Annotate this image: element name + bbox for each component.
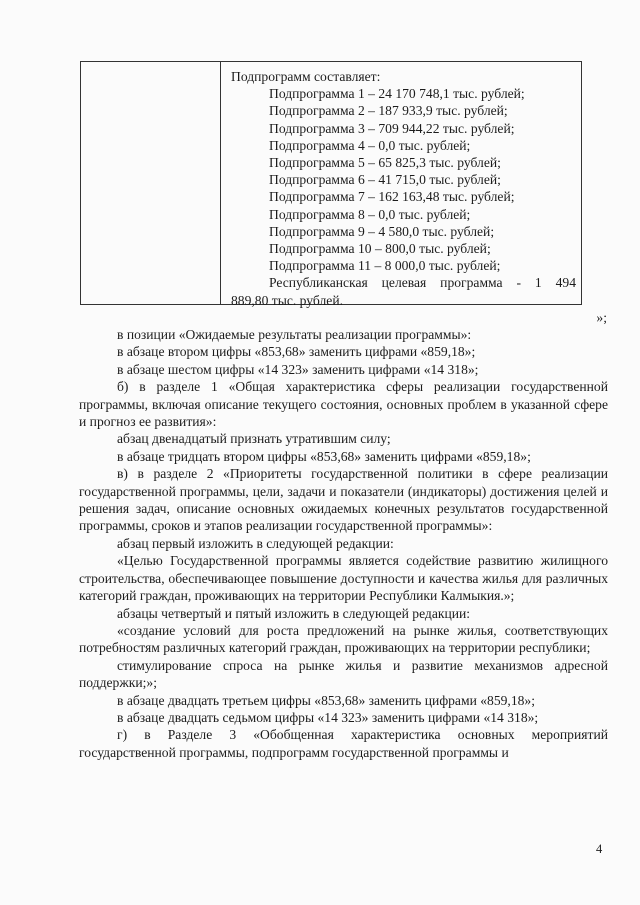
subprogram-line: Подпрограмма 8 – 0,0 тыс. рублей;: [269, 206, 471, 222]
funding-cell: [231, 68, 576, 309]
paragraph: в абзаце двадцать третьем цифры «853,68» заменить цифрами «859,18»;: [117, 692, 535, 708]
document-body: [79, 326, 608, 761]
paragraph: г) в Разделе 3 «Обобщенная характеристика основных мероприятий государственной программы, подпрограмм государственной программы и: [79, 727, 608, 760]
paragraph: в абзаце двадцать седьмом цифры «14 323» заменить цифрами «14 318»;: [117, 709, 539, 725]
funding-title: Подпрограмм составляет:: [231, 69, 381, 84]
subprogram-line: Подпрограмма 5 – 65 825,3 тыс. рублей;: [269, 155, 501, 171]
subprogram-line: Подпрограмма 6 – 41 715,0 тыс. рублей;: [269, 172, 501, 188]
subprogram-line: Подпрограмма 3 – 709 944,22 тыс. рублей;: [269, 120, 515, 136]
subprogram-line: Подпрограмма 10 – 800,0 тыс. рублей;: [269, 241, 491, 257]
paragraph: «Целью Государственной программы является содействие развитию жилищного строительства, обеспечивающее повышение доступности и качества жилья для различных категорий граждан, проживающих на территории Республики Калмыкия.»;: [79, 553, 608, 604]
closing-quote: »;: [596, 310, 607, 325]
page-number: 4: [596, 842, 603, 856]
subprogram-line: Подпрограмма 2 – 187 933,9 тыс. рублей;: [269, 103, 508, 119]
subprogram-line: Подпрограмма 9 – 4 580,0 тыс. рублей;: [269, 223, 495, 239]
paragraph: стимулирование спроса на рынке жилья и развитие механизмов адресной поддержки;»;: [79, 657, 608, 691]
table-column-divider: [220, 62, 221, 304]
funding-table: [80, 61, 582, 308]
republican-program-amount: 889,80 тыс. рублей.: [231, 292, 343, 308]
paragraph: в абзаце шестом цифры «14 323» заменить цифрами «14 318»;: [117, 361, 479, 377]
paragraph: в абзаце тридцать втором цифры «853,68» заменить цифрами «859,18»;: [117, 448, 531, 464]
paragraph: абзац первый изложить в следующей редакции:: [117, 535, 394, 551]
paragraph: в) в разделе 2 «Приоритеты государственной политики в сфере реализации государственной программы, цели, задачи и показатели (индикаторы) достижения целей и решения задач, описание основных ожидаемых конечных результатов государственной программы, сроков и этапов реализации государственной программы»:: [79, 466, 608, 534]
paragraph: в абзаце втором цифры «853,68» заменить цифрами «859,18»;: [117, 344, 476, 360]
paragraph: «создание условий для роста предложений на рынке жилья, соответствующих потребностям различных категорий граждан, проживающих на территории республики;: [79, 622, 608, 656]
subprogram-line: Подпрограмма 4 – 0,0 тыс. рублей;: [269, 137, 471, 153]
subprogram-line: Подпрограмма 1 – 24 170 748,1 тыс. рублей;: [269, 86, 525, 102]
republican-program-line: Республиканская целевая программа - 1 494: [269, 275, 576, 291]
paragraph: б) в разделе 1 «Общая характеристика сферы реализации государственной программы, включая описание текущего состояния, основных проблем в указанной сфере и прогноз ее развития»:: [79, 379, 608, 430]
paragraph: в позиции «Ожидаемые результаты реализации программы»:: [117, 327, 472, 342]
paragraph: абзац двенадцатый признать утратившим силу;: [117, 431, 391, 447]
subprogram-line: Подпрограмма 11 – 8 000,0 тыс. рублей;: [269, 258, 501, 274]
paragraph: абзацы четвертый и пятый изложить в следующей редакции:: [117, 605, 471, 621]
subprogram-line: Подпрограмма 7 – 162 163,48 тыс. рублей;: [269, 189, 515, 205]
